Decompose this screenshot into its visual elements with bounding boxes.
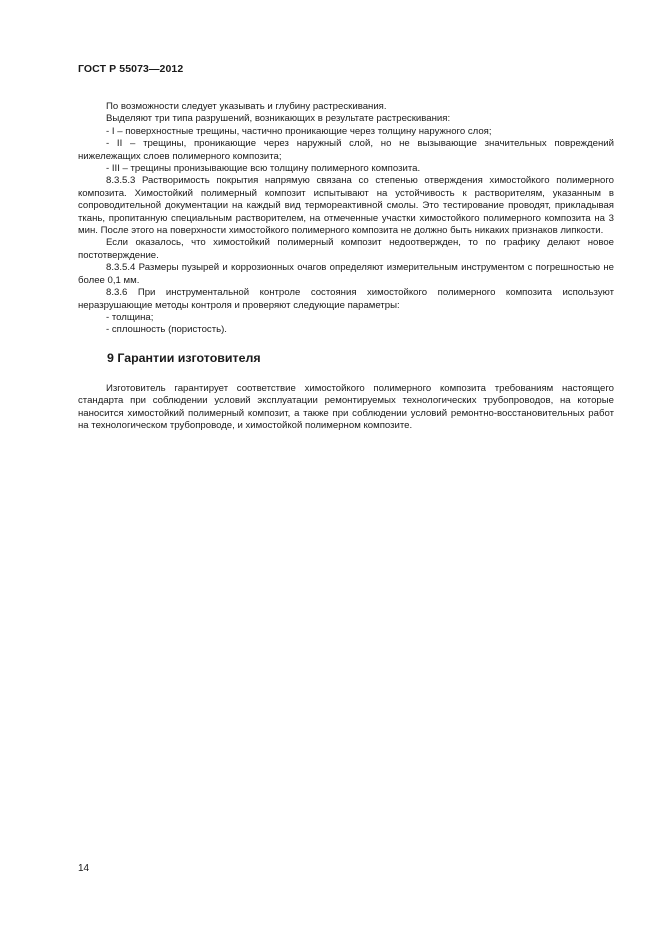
paragraph-guarantees: Изготовитель гарантирует соответствие химостойкого полимерного композита требованиям настоящего стандарта при соблюдении условий эксплуатации ремонтируемых технологических трубопроводов, на которые наносится химостойкий полимерный композит, а также при соблюдении условий ремонтно-восстановительных работ на технологическом трубопроводе, и химостойкой полимерном композите. bbox=[78, 382, 614, 431]
paragraph-8-3-6: 8.3.6 При инструментальной контроле состояния химостойкого полимерного композита используют неразрушающие методы контроля и проверяют следующие параметры: bbox=[78, 287, 614, 311]
list-item-crack-type-3: - III – трещины пронизывающие всю толщину полимерного композита. bbox=[106, 163, 421, 175]
list-item-continuity: - сплошность (пористость). bbox=[106, 324, 227, 336]
list-item-crack-type-2: - II – трещины, проникающие через наружный слой, но не вызывающие значительных повреждений нижележащих слоев полимерного композита; bbox=[78, 138, 614, 162]
paragraph-crack-types-intro: Выделяют три типа разрушений, возникающих в результате растрескивания: bbox=[106, 113, 451, 125]
paragraph-8-3-5-4: 8.3.5.4 Размеры пузырей и коррозионных очагов определяют измерительным инструментом с погрешностью не более 0,1 мм. bbox=[78, 262, 614, 286]
document-header: ГОСТ Р 55073—2012 bbox=[78, 63, 184, 75]
list-item-crack-type-1: - I – поверхностные трещины, частично проникающие через толщину наружного слоя; bbox=[106, 125, 492, 137]
paragraph-8-3-5-3: 8.3.5.3 Растворимость покрытия напрямую связана со степенью отверждения химостойкого полимерного композита. Химостойкий полимерный композит испытывают на устойчивость к растворителям, указанным в сопроводительной документации на каждый вид термореактивной смолы. Это тестирование проводят, прикладывая ткань, пропитанную специальным растворителем, на отмеченные участки химостойкого полимерного композита на 3 мин. После этого на поверхности химостойкого полимерного композита не должно быть никаких признаков липкости. bbox=[78, 175, 614, 237]
list-item-thickness: - толщина; bbox=[106, 311, 154, 323]
paragraph-crack-depth: По возможности следует указывать и глубину растрескивания. bbox=[106, 101, 387, 112]
paragraph-undercured: Если оказалось, что химостойкий полимерный композит недоотвержден, то по графику делают новое постотверждение. bbox=[78, 237, 614, 261]
section-title-guarantees: 9 Гарантии изготовителя bbox=[107, 350, 261, 365]
page-number: 14 bbox=[78, 863, 90, 874]
document-body bbox=[78, 101, 614, 432]
